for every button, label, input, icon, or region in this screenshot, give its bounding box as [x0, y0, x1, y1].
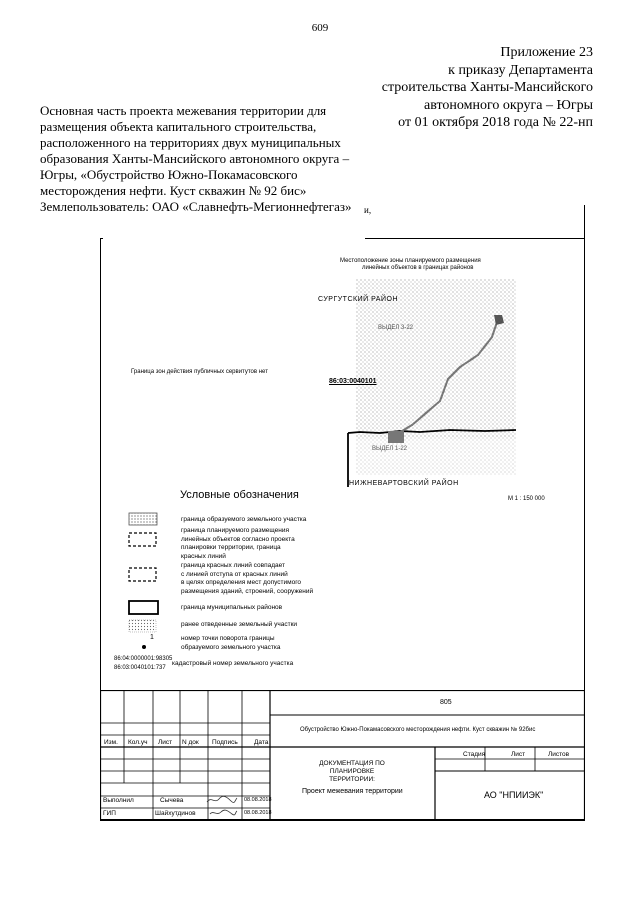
description-line: образования Ханты-Мансийского автономного округа – [40, 151, 350, 166]
legend-item-label [181, 527, 295, 561]
hatched-parcel-symbol [128, 512, 158, 526]
quarter-south-label: ВЫДЕЛ 1-22 [372, 446, 407, 452]
legend-line: в целях определения мест допустимого [181, 579, 302, 586]
documentation-title [312, 760, 392, 784]
district-south-label: НИЖНЕВАРТОВСКИЙ РАЙОН [349, 480, 459, 487]
cadastral-sample: 86:03:0040101:737 [114, 664, 166, 671]
legend-line: граница красных линий совпадает [181, 562, 285, 569]
cadastral-sample: 86:04:0000001:98305 [114, 656, 173, 662]
project-title: Обустройство Южно-Покамасовского месторождения нефти. Куст скважин № 92бис [300, 727, 536, 733]
documentation-subtitle: Проект межевания территории [302, 788, 403, 795]
column-header-count: Кол.уч [128, 739, 148, 746]
map-scale: М 1 : 150 000 [508, 496, 545, 502]
stage-header: Стадия [463, 751, 486, 758]
appendix-line: автономного округа – Югры [424, 97, 593, 113]
frame-top-right [365, 238, 585, 239]
legend-item-label [181, 604, 282, 613]
sheet-number: 805 [440, 699, 452, 706]
legend-line: номер точки поворота границы [181, 635, 275, 642]
frame-right-upper [584, 205, 585, 239]
sign-date: 08.08.2018 [244, 797, 272, 803]
location-map [300, 275, 522, 505]
legend-item-label [172, 660, 293, 669]
page-number: 609 [311, 22, 329, 34]
description-line: расположенного на территориях двух муниципальных [40, 135, 341, 150]
description-line: Югры, «Обустройство Южно-Покамасовского [40, 167, 298, 182]
frame-top-left [100, 238, 103, 239]
legend-line: размещения зданий, строений, сооружений [181, 587, 314, 595]
document-description [40, 103, 350, 215]
legend-line: линейных объектов согласно проекта [181, 535, 295, 543]
turn-point-number: 1 [150, 634, 154, 641]
legend-line: граница образуемого земельного участка [181, 516, 307, 523]
documentation-title-line: ДОКУМЕНТАЦИЯ ПО [319, 760, 385, 767]
appendix-line: Приложение 23 [500, 45, 593, 60]
cadastral-label: 86:03:0040101 [329, 378, 377, 385]
dotted-area-symbol [128, 619, 158, 633]
signature-mark [205, 795, 239, 805]
solid-box-symbol [128, 600, 160, 616]
dashed-box-symbol [128, 567, 158, 583]
map-hatched-area-south [356, 435, 516, 475]
parcel-marker [388, 431, 404, 443]
legend-line: планировки территории, граница [181, 544, 281, 551]
legend-line: граница муниципальных районов [181, 604, 283, 611]
stray-mark: и, [364, 205, 372, 215]
description-line: размещения объекта капитального строительства, [40, 119, 317, 134]
district-north-label: СУРГУТСКИЙ РАЙОН [318, 296, 398, 303]
legend-line: граница планируемого размещения [181, 527, 290, 534]
signature-mark [208, 808, 238, 818]
documentation-title-line: ПЛАНИРОВКЕ ТЕРРИТОРИИ: [329, 768, 375, 783]
legend-line: красных линий [181, 552, 226, 560]
appendix-heading [382, 44, 593, 132]
legend-line: образуемого земельного участка [181, 643, 281, 651]
sign-date: 08.08.2018 [244, 810, 272, 816]
sheets-total-header: Листов [548, 751, 570, 758]
map-caption-line: Местоположение зоны планируемого размещения [340, 258, 481, 264]
legend-item-label [181, 562, 313, 596]
legend-title: Условные обозначения [180, 489, 299, 501]
map-hatched-area [356, 279, 516, 439]
sheet-header: Лист [511, 751, 526, 758]
description-line: Землепользователь: ОАО «Славнефть-Мегионнефтегаз» [40, 199, 352, 214]
person-name: Шайхутдинов [155, 810, 196, 817]
appendix-line: к приказу Департамента [448, 62, 593, 78]
legend-line: с линией отступа от красных линий [181, 570, 288, 578]
person-name: Сычева [160, 797, 184, 804]
cadastral-number-symbol [114, 655, 172, 672]
column-header-docnum: N док [182, 739, 199, 746]
servitude-note: Граница зон действия публичных сервитутов нет [131, 369, 268, 375]
appendix-line: от 01 октября 2018 года № 22-нп [398, 115, 593, 130]
role-label: ГИП [103, 810, 116, 817]
appendix-line: строительства Ханты-Мансийского [381, 80, 593, 95]
legend-line: кадастровый номер земельного участка [172, 660, 294, 667]
legend-item-label [181, 621, 297, 630]
legend-line: ранее отведенные земельный участки [181, 621, 298, 628]
column-header-change: Изм. [104, 739, 118, 746]
description-line: Основная часть проекта межевания территории для [40, 103, 327, 118]
column-header-date: Дата [254, 739, 269, 746]
description-line: месторождения нефти. Куст скважин № 92 бис» [40, 183, 307, 198]
dashed-box-symbol [128, 532, 158, 548]
map-caption-line: линейных объектов в границах районов [362, 265, 474, 271]
column-header-signature: Подпись [212, 739, 238, 746]
quarter-north-label: ВЫДЕЛ 3-22 [378, 325, 413, 331]
organization-name: АО "НПИИЭК" [484, 790, 544, 800]
role-label: Выполнил [103, 797, 134, 804]
legend-item-label [181, 635, 280, 652]
legend-item-label [181, 516, 306, 525]
column-header-sheet: Лист [158, 739, 173, 746]
